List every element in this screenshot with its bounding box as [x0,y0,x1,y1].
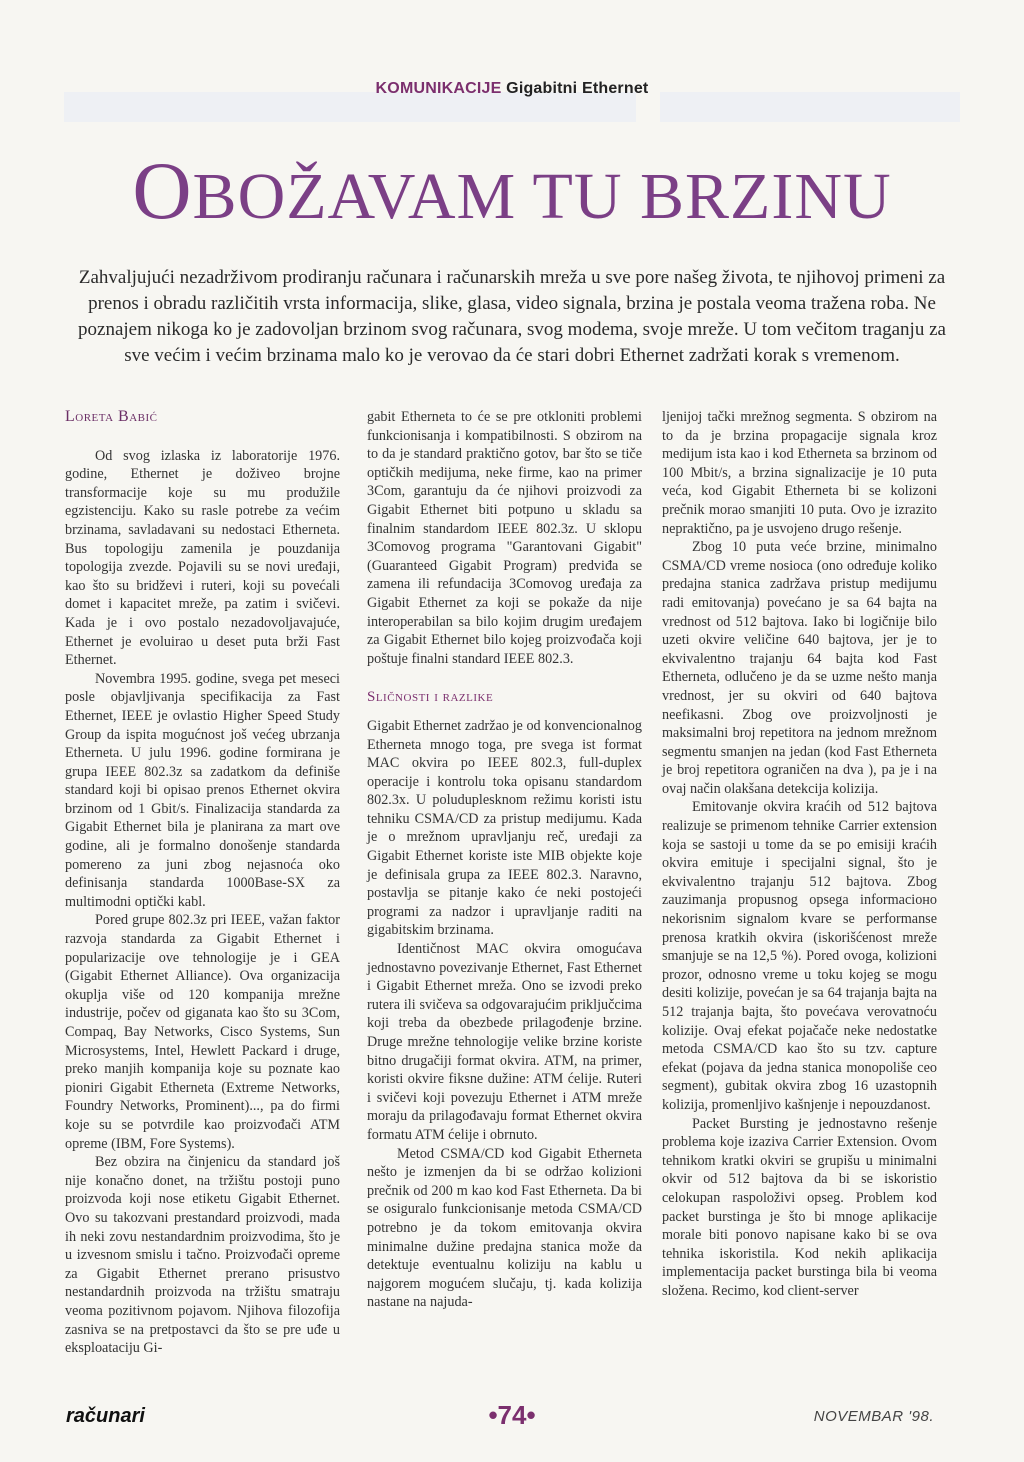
paragraph: Pored grupe 802.3z pri IEEE, važan faktor razvoja standarda za Gigabit Ethernet i popularizacije ove tehnologije je i GEA (Gigabit Ethernet Alliance). Ova organizacija okuplja više od 120 kompanija mrežne industrije, počev od giganata kao što su 3Com, Compaq, Bay Networks, Cisco Systems, Sun Microsystems, Intel, Hewlett Packard i druge, preko manjih kompanija koje su poznate kao pioniri Gigabit Etherneta (Extreme Networks, Foundry Networks, Prominent)..., pa do firmi koje su se potvrdile kao proizvođači ATM opreme (IBM, Fore Systems). [65,912,340,1152]
column-1 [65,408,340,1358]
paragraph: Od svog izlaska iz laboratorije 1976. godine, Ethernet je doživeo brojne transformacije koje su mu produžile egzistenciju. Kako su rasle potrebe za većim brzinama, savladavani su nedostaci Etherneta. Bus topologiju zamenila je pouzdanija topologija zvezde. Pojavili su se novi uređaji, kao što su bridževi i ruteri, koji su povećali domet i kapacitet mreže, pa zatim i svičevi. Kada je i ovo postalo nezadovoljavajuće, Ethernet je evoluirao u deset puta brži Fast Ethernet. [65,447,340,669]
section-heading: Sličnosti i razlike [367,689,494,706]
column-3 [662,408,937,1301]
issue-date: NOVEMBAR '98. [813,1408,934,1425]
page-number: •74• [488,1400,536,1430]
paragraph: Emitovanje okvira kraćih od 512 bajtova realizuje se primenom tehnike Carrier extension koja se sastoji u tome da se po emisiji kraćih okvira emituje i specijalni signal, što je ekvivalentno trajanju 512 bajtova. Zbog zauzimanja propusnog opsega informacioно nekorisnim signalom kvare se performanse prenosa kratkih okvira (iskorišćenost mreže smanjuje se na 12,5 %). Pored ovoga, kolizioni prozor, odnosno vreme u toku kojeg se mogu desiti kolizije, povećan je sa 64 trajanja bajta na 512 trajanja bajta, što povećava verovatnoću kolizije. Ovaj efekat pojačače neke nedostatke metoda CSMA/CD kao što su tzv. capture efekat (pojava da jedna stanica monopoliše ceo segment), gubitak okvira zbog 16 uzastopnih kolizija, promenljivo kašnjenje i nepouzdanost. [662,799,937,1113]
paragraph: gabit Etherneta to će se pre otkloniti problemi funkcionisanja i kompatibilnosti. S obzirom na to da je standard praktično gotov, bar što se tiče optičkih medijuma, neke firme, kao na primer 3Com, garantuju da će njihovi proizvodi za Gigabit Ethernet biti potpuno u skladu sa finalnim standardom IEEE 802.3z. U sklopu 3Comovog programa "Garantovani Gigabit" (Guaranteed Gigabit Program) predviđa se zamena ili refundacija 3Comovog uređaja za Gigabit Ethernet za koji se pokaže da nije interoperabilan sa bilo kojim drugim uređajem za Gigabit Ethernet bilo kojeg proizvođača koji poštuje finalni standard IEEE 802.3. [367,409,642,667]
title-rest: BOŽAVAM TU BRZINU [192,160,892,233]
section-label: KOMUNIKACIJE [375,80,502,97]
title-initial: O [132,145,193,236]
paragraph: Bez obzira na činjenicu da standard još nije konačno donet, na tržištu postoji puno proizvoda koji nose etiketu Gigabit Ethernet. Ovo su takozvani prestandard proizvodi, mada ih neki zovu nestandardnim proizvodima, što je u izvesnom smislu i tačno. Proizvođači opreme za Gigabit Ethernet prerano prisustvo nestandardnih proizvoda na tržištu smatraju veoma pozitivnom pojavom. Njihova filozofija zasniva se na pretpostavci da što se pre uđe u eksploataciju Gi- [65,1154,340,1357]
article-title [0,145,1024,236]
paragraph: Packet Bursting je jednostavno rešenje problema koje izaziva Carrier Extension. Ovom tehnikom kratki okviri se grupišu u minimalni okvir od 512 bajtova da bi se iskoristio celokupan raspoloživi opseg. Problem kod packet burstinga je što bi mnoge aplikacije morale biti ponovo napisane kako bi se ova tehnika iskoristila. Kod nekih aplikacija implementacija packet burstinga bila bi veoma složena. Recimo, kod client-server [662,1115,937,1299]
paragraph: Identičnost MAC okvira omogućava jednostavno povezivanje Ethernet, Fast Ethernet i Gigabit Ethernet mreža. Ono se izvodi preko rutera ili svičeva sa odgovarajućim priključcima koji treba da obezbede prilagođenje brzine. Druge mrežne tehnologije velike brzine koriste bitno drugačiji format okvira. ATM, na primer, koristi okvire fiksne dužine: ATM ćelije. Ruteri i svičevi koji povezuju Ethernet i ATM mreže moraju da prilagođavaju format Ethernet okvira formatu ATM ćelije i obrnuto. [367,941,642,1143]
paragraph: Zbog 10 puta veće brzine, minimalno CSMA/CD vreme nosioca (ono određuje koliko predajna stanica zadržava pristup medijumu radi emitovanja) povećano je sa 64 bajta na vrednost od 512 bajtova. Iako bi logičnije bilo uzeti okvire veličine 640 bajtova, jer je to ekvivalentno trajanju 64 bajta kod Fast Etherneta, odlučeno je da se uzme nešto manja vrednost, jer su okviri od 640 bajtova neefikasni. Zbog ove proizvoljnosti je maksimalni broj repetitora na jednom mrežnom segmentu smanjen na jedan (kod Fast Etherneta je broj repetitora ograničen na dva ), pa je i na ovaj način olakšana detekcija kolizija. [662,539,937,797]
topic-label: Gigabitni Ethernet [506,80,649,97]
lead-paragraph: Zahvaljujući nezadrživom prodiranju računara i računarskih mreža u sve pore našeg života, te njihovoj primeni za prenos i obradu različitih vrsta informacija, slike, glasa, video signala, brzina je postala veoma tražena roba. Ne poznajem nikoga ko je zadovoljan brzinom svog računara, svog modema, svoje mreže. U tom večitom traganju za sve većim i većim brzinama malo ko je verovao da će stari dobri Ethernet zadržati korak s vremenom. [78,267,946,366]
author-name: Loreta Babić [65,408,158,425]
magazine-name: računari [66,1405,145,1427]
paragraph: Metod CSMA/CD kod Gigabit Etherneta nešto je izmenjen da bi se održao kolizioni prečnik od 200 m kao kod Fast Etherneta. Da bi se osiguralo funkcionisanje metoda CSMA/CD potrebno je da tokom emitovanja okvira minimalne dužine predajna stanica može da detektuje eventualnu koliziju na kablu u najgorem mogućem slučaju, tj. kada kolizija nastane na najuda- [367,1145,642,1311]
paragraph: Gigabit Ethernet zadržao je od konvencionalnog Etherneta mnogo toga, pre svega ist format MAC okvira po IEEE 802.3, full-duplex operacije i kontrolu toka opisanu standardom 802.3x. U poluduplesknom režimu koristi istu tehniku CSMA/CD za pristup medijumu. Kada je o mrežnom upravljanju reč, uređaji za Gigabit Ethernet koriste iste MIB objekte koje je definisala grupa za IEEE 802.3. Naravno, postavlja se pitanje kako će neki postojeći programi za nadzor i upravljanje raditi na gigabitskim brzinama. [367,717,642,939]
running-header [0,80,1024,98]
paragraph: Novembra 1995. godine, svega pet meseci posle objavljivanja specifikacija za Fast Ethernet, IEEE je ovlastio Higher Speed Study Group da ispita mogućnost još većeg ubrzanja Etherneta. U julu 1996. godine formirana je grupa IEEE 802.3z sa zadatkom da definiše standard koji bi opisao prenos Ethernet okvira brzinom od 1 Gbit/s. Finalizacija standarda za Gigabit Ethernet bila je planirana za mart ove godine, ali je formalno donošenje standarda pomereno za juni zbog nejasnoća oko definisanja standarda 1000Base-SX za multimodni optički kabl. [65,670,340,910]
column-2 [367,408,642,1312]
paragraph: ljenijoj tački mrežnog segmenta. S obzirom na to da je brzina propagacije signala kroz medijum ista kao i kod Etherneta sa brzinom od 100 Mbit/s, a brzina signalizacije je 10 puta veća, kod Gigabit Etherneta bi se kolizoni prečnik morao smanjiti 10 puta. Ovo je izrazito nepraktično, pa je usvojeno drugo rešenje. [662,409,937,537]
